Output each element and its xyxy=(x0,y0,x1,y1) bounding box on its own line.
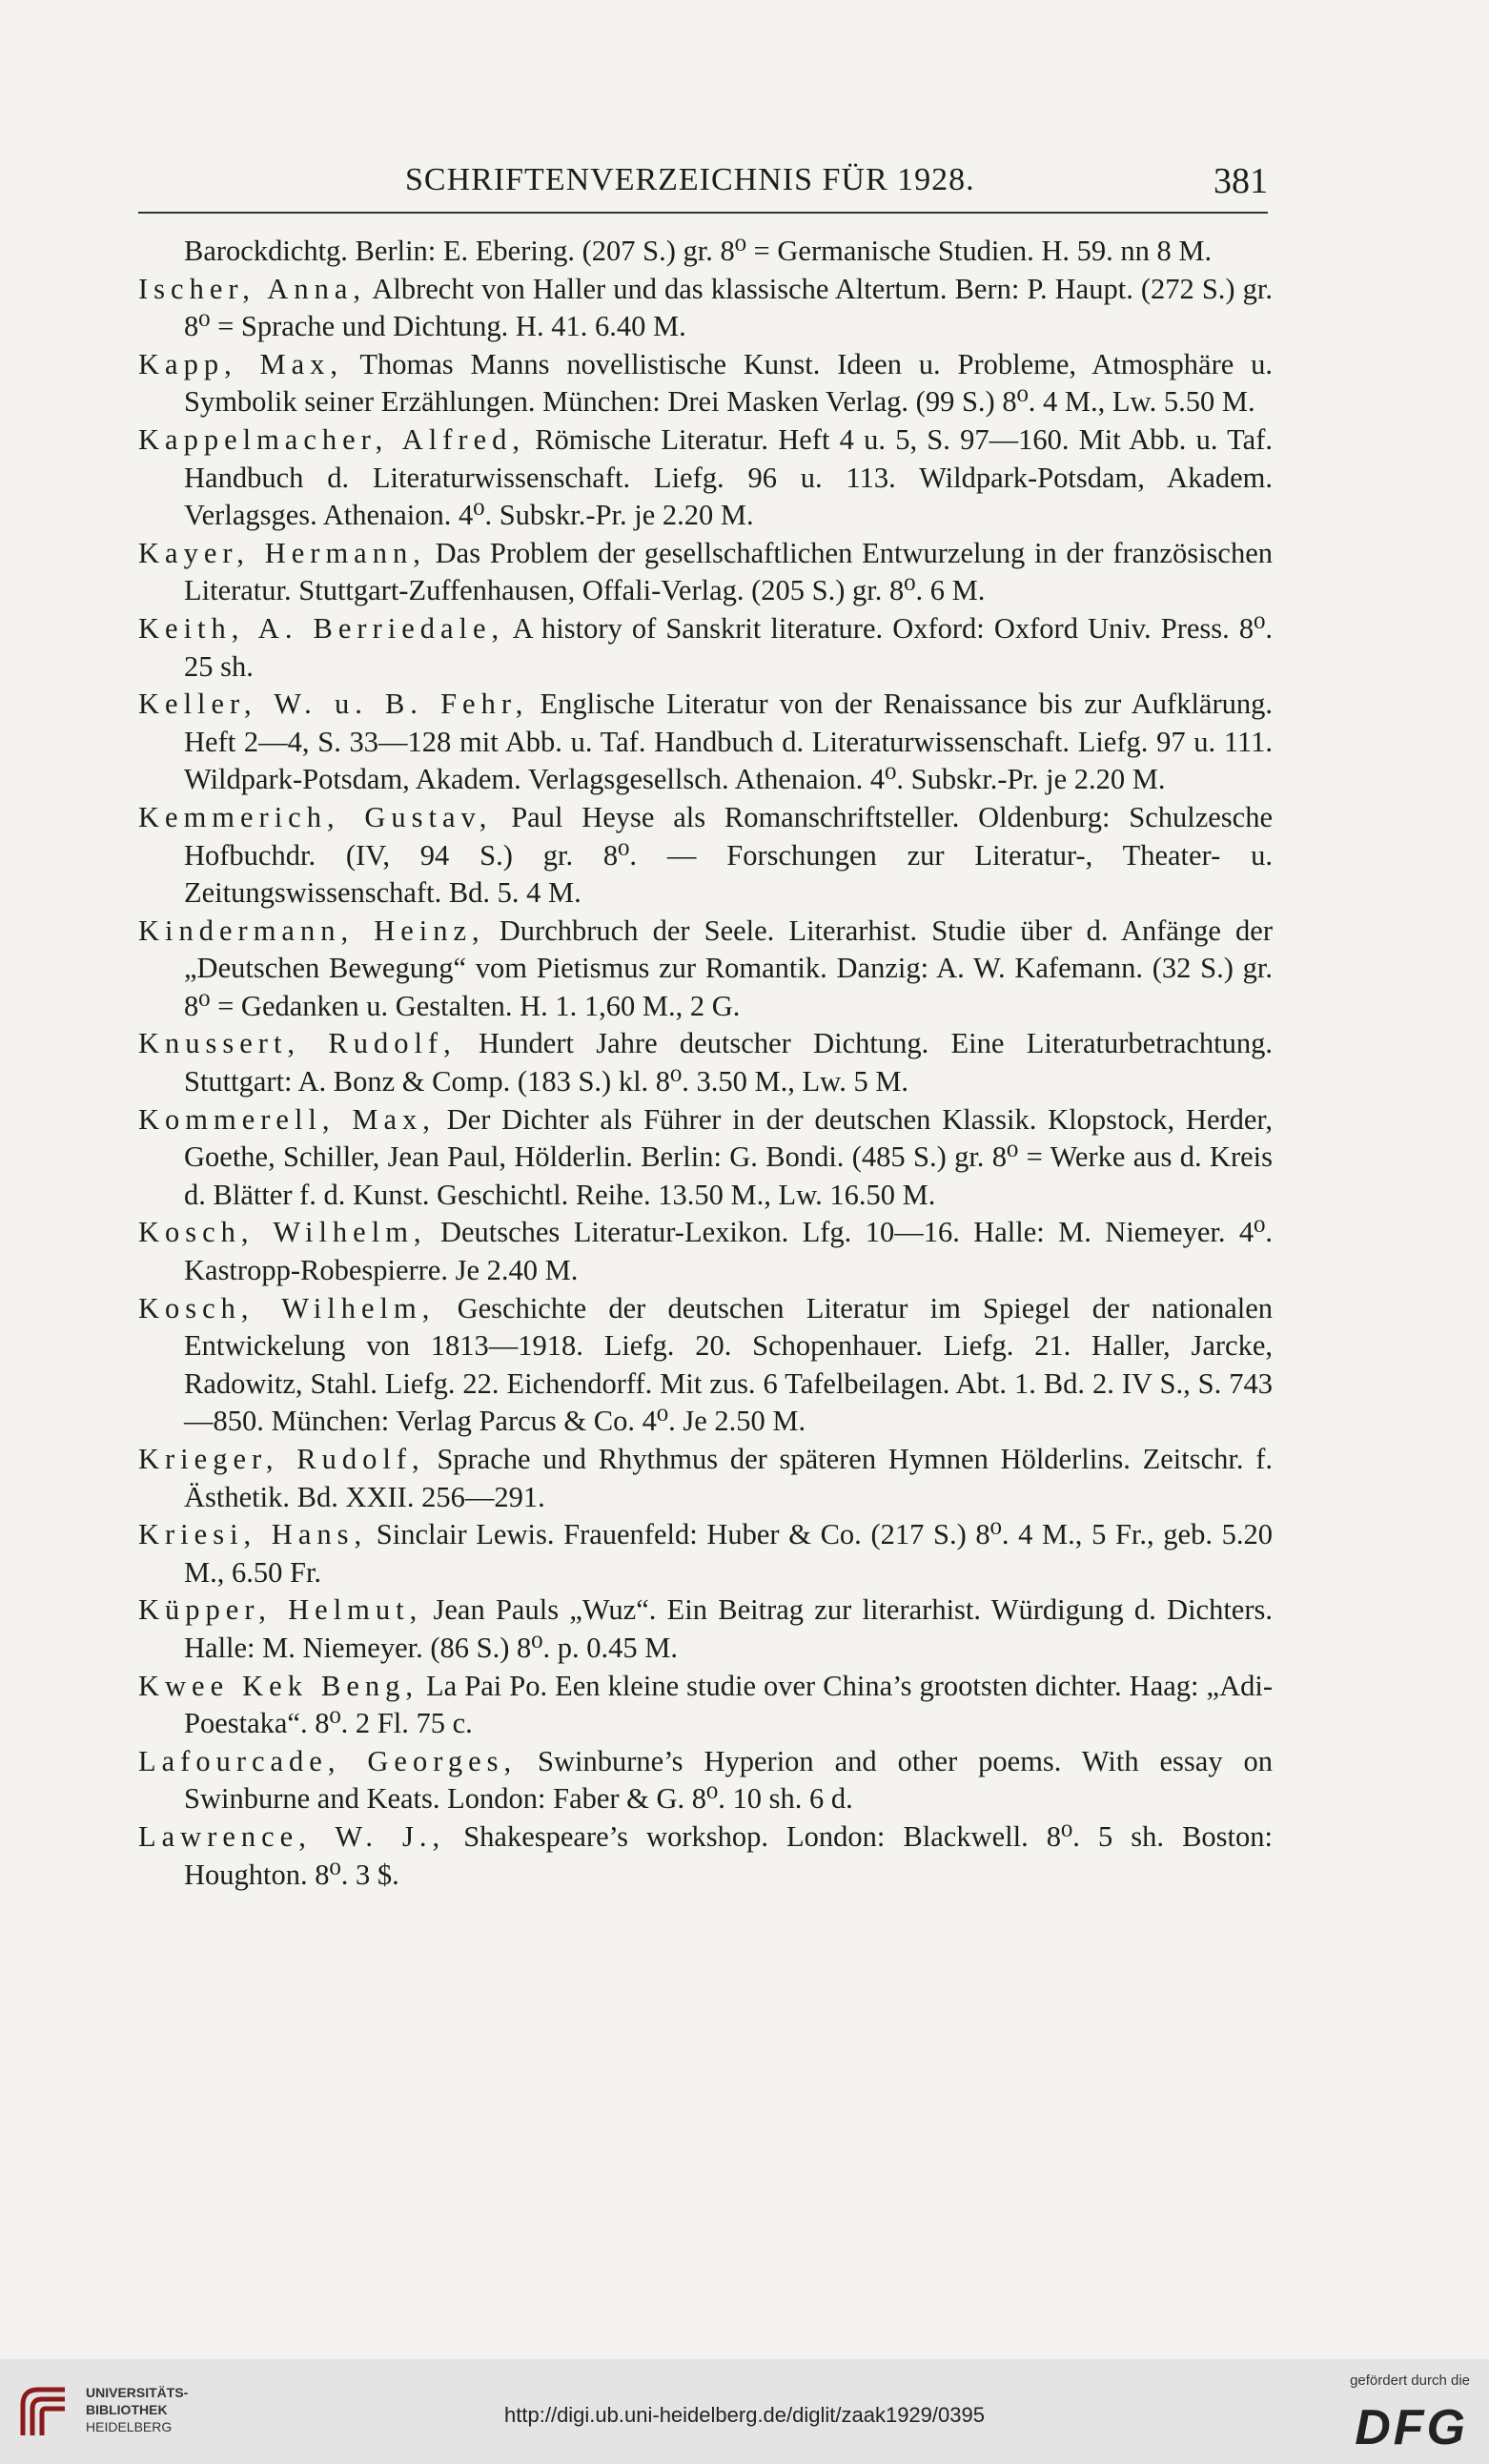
bibliography-entry xyxy=(138,610,1273,686)
entry-text: Shakespeare’s workshop. London: Blackwell. 8⁰. 5 sh. Boston: Houghton. 8⁰. 3 $. xyxy=(184,1819,1273,1891)
entry-author: Kwee Kek Beng, xyxy=(138,1669,419,1702)
bibliography-entry xyxy=(138,1668,1273,1743)
entry-text: Paul Heyse als Romanschriftsteller. Oldenburg: Schulzesche Hofbuchdr. (IV, 94 S.) gr. 8⁰. — Forschungen zur Literatur-, Theater- u. Zeitungswissenschaft. Bd. 5. 4 M. xyxy=(184,800,1273,910)
entry-text: Der Dichter als Führer in der deutschen Klassik. Klopstock, Herder, Goethe, Schiller, Jean Paul, Hölderlin. Berlin: G. Bondi. (485 S.) gr. 8⁰ = Werke aus d. Kreis d. Blätter f. d. Kunst. Geschichtl. Reihe. 13.50 M., Lw. 16.50 M. xyxy=(184,1102,1273,1211)
entry-author: Krieger, Rudolf, xyxy=(138,1443,425,1475)
page-number: 381 xyxy=(1214,161,1268,201)
entry-text: A history of Sanskrit literature. Oxford: Oxford Univ. Press. 8⁰. 25 sh. xyxy=(184,611,1273,683)
entry-author: Lafourcade, Georges, xyxy=(138,1744,518,1777)
library-name-line: BIBLIOTHEK xyxy=(86,2402,168,2417)
entry-author: Kindermann, Heinz, xyxy=(138,914,485,947)
entry-author: Kappelmacher, Alfred, xyxy=(138,422,525,456)
entry-author: Keller, W. u. B. Fehr, xyxy=(138,688,529,721)
bibliography-list xyxy=(138,233,1273,1894)
entry-text: Das Problem der gesellschaftlichen Entwurzelung in der französischen Literatur. Stuttgart-Zuffenhausen, Offali-Verlag. (205 S.) gr. 8⁰. 6 M. xyxy=(184,536,1273,607)
bibliography-entry xyxy=(138,686,1273,799)
entry-text: Englische Literatur von der Renaissance bis zur Aufklärung. Heft 2—4, S. 33—128 mit Abb. u. Taf. Handbuch d. Literaturwissenschaft. Liefg. 97 u. 111. Wildpark-Potsdam, Akadem. Verlagsgesellsch. Athenaion. 4⁰. Subskr.-Pr. je 2.20 M. xyxy=(184,688,1273,796)
bibliography-entry xyxy=(138,913,1273,1026)
entry-author: Kosch, Wilhelm, xyxy=(138,1216,427,1249)
entry-author: Kommerell, Max, xyxy=(138,1102,436,1136)
entry-author: Kemmerich, Gustav, xyxy=(138,800,493,833)
bibliography-entry xyxy=(138,233,1273,271)
bibliography-entry xyxy=(138,346,1273,421)
entry-text: La Pai Po. Een kleine studie over China’s grootsten dichter. Haag: „Adi-Poestaka“. 8⁰. 2 Fl. 75 c. xyxy=(184,1669,1273,1740)
entry-author: Keith, A. Berriedale, xyxy=(138,611,505,645)
entry-author: Kosch, Wilhelm, xyxy=(138,1291,436,1324)
bibliography-entry xyxy=(138,1441,1273,1516)
entry-author: Kayer, Hermann, xyxy=(138,536,426,569)
bibliography-entry xyxy=(138,1818,1273,1894)
entry-text: Sinclair Lewis. Frauenfeld: Huber & Co. (217 S.) 8⁰. 4 M., 5 Fr., geb. 5.20 M., 6.50 Fr. xyxy=(184,1518,1273,1589)
page-header xyxy=(138,154,1268,214)
bibliography-entry xyxy=(138,799,1273,913)
bibliography-entry xyxy=(138,1591,1273,1667)
bibliography-entry xyxy=(138,1101,1273,1215)
entry-author: Lawrence, W. J., xyxy=(138,1819,446,1853)
entry-author: Ischer, Anna, xyxy=(138,272,366,305)
entry-text: Hundert Jahre deutscher Dichtung. Eine Literaturbetrachtung. Stuttgart: A. Bonz & Comp. (183 S.) kl. 8⁰. 3.50 M., Lw. 5 M. xyxy=(184,1027,1273,1099)
bibliography-entry xyxy=(138,271,1273,346)
entry-author: Knussert, Rudolf, xyxy=(138,1027,457,1060)
entry-text: Geschichte der deutschen Literatur im Spiegel der nationalen Entwickelung von 1813—1918. Liefg. 20. Schopenhauer. Liefg. 21. Haller, Jarcke, Radowitz, Stahl. Liefg. 22. Eichendorff. Mit zus. 6 Tafelbeilagen. Abt. 1. Bd. 2. IV S., S. 743—850. München: Verlag Parcus & Co. 4⁰. Je 2.50 M. xyxy=(184,1291,1273,1438)
funding-note: gefördert durch die xyxy=(1350,2372,1470,2389)
running-title: SCHRIFTENVERZEICHNIS FÜR 1928. xyxy=(405,162,975,197)
footer-bar xyxy=(0,2359,1489,2464)
entry-text: Durchbruch der Seele. Literarhist. Studie über d. Anfänge der „Deutschen Bewegung“ vom Pietismus zur Romantik. Danzig: A. W. Kafemann. (32 S.) gr. 8⁰ = Gedanken u. Gestalten. H. 1. 1,60 M., 2 G. xyxy=(184,914,1273,1022)
dfg-logo: DFG xyxy=(1355,2400,1468,2455)
bibliography-entry xyxy=(138,1214,1273,1289)
permalink-url[interactable]: http://digi.ub.uni-heidelberg.de/diglit/zaak1929/0395 xyxy=(504,2403,985,2427)
entry-text: Jean Pauls „Wuz“. Ein Beitrag zur literarhist. Würdigung d. Dichters. Halle: M. Niemeyer. (86 S.) 8⁰. p. 0.45 M. xyxy=(184,1593,1273,1664)
entry-text: Albrecht von Haller und das klassische Altertum. Bern: P. Haupt. (272 S.) gr. 8⁰ = Sprache und Dichtung. H. 41. 6.40 M. xyxy=(184,272,1273,343)
entry-text: Sprache und Rhythmus der späteren Hymnen Hölderlins. Zeitschr. f. Ästhetik. Bd. XXII. 256—291. xyxy=(184,1443,1273,1513)
entry-text: Römische Literatur. Heft 4 u. 5, S. 97—160. Mit Abb. u. Taf. Handbuch d. Literaturwissenschaft. Liefg. 96 u. 113. Wildpark-Potsdam, Akadem. Verlagsges. Athenaion. 4⁰. Subskr.-Pr. je 2.20 M. xyxy=(184,422,1273,532)
bibliography-entry xyxy=(138,421,1273,535)
entry-text: Barockdichtg. Berlin: E. Ebering. (207 S.) gr. 8⁰ = Germanische Studien. H. 59. nn 8 M. xyxy=(184,235,1213,267)
bibliography-entry xyxy=(138,1025,1273,1100)
bibliography-entry xyxy=(138,1516,1273,1591)
bibliography-entry xyxy=(138,1743,1273,1818)
bibliography-entry xyxy=(138,535,1273,610)
entry-author: Kriesi, Hans, xyxy=(138,1518,368,1551)
library-name-line: HEIDELBERG xyxy=(86,2419,173,2434)
entry-author: Kapp, Max, xyxy=(138,347,344,380)
library-name-line: UNIVERSITÄTS- xyxy=(86,2385,189,2400)
bibliography-entry xyxy=(138,1290,1273,1441)
entry-text: Swinburne’s Hyperion and other poems. With essay on Swinburne and Keats. London: Faber & G. 8⁰. 10 sh. 6 d. xyxy=(184,1744,1273,1816)
entry-text: Thomas Manns novellistische Kunst. Ideen u. Probleme, Atmosphäre u. Symbolik seiner Erzählungen. München: Drei Masken Verlag. (99 S.) 8⁰. 4 M., Lw. 5.50 M. xyxy=(184,347,1273,419)
entry-text: Deutsches Literatur-Lexikon. Lfg. 10—16. Halle: M. Niemeyer. 4⁰. Kastropp-Robespierre. Je 2.40 M. xyxy=(184,1216,1273,1287)
entry-author: Küpper, Helmut, xyxy=(138,1593,423,1627)
